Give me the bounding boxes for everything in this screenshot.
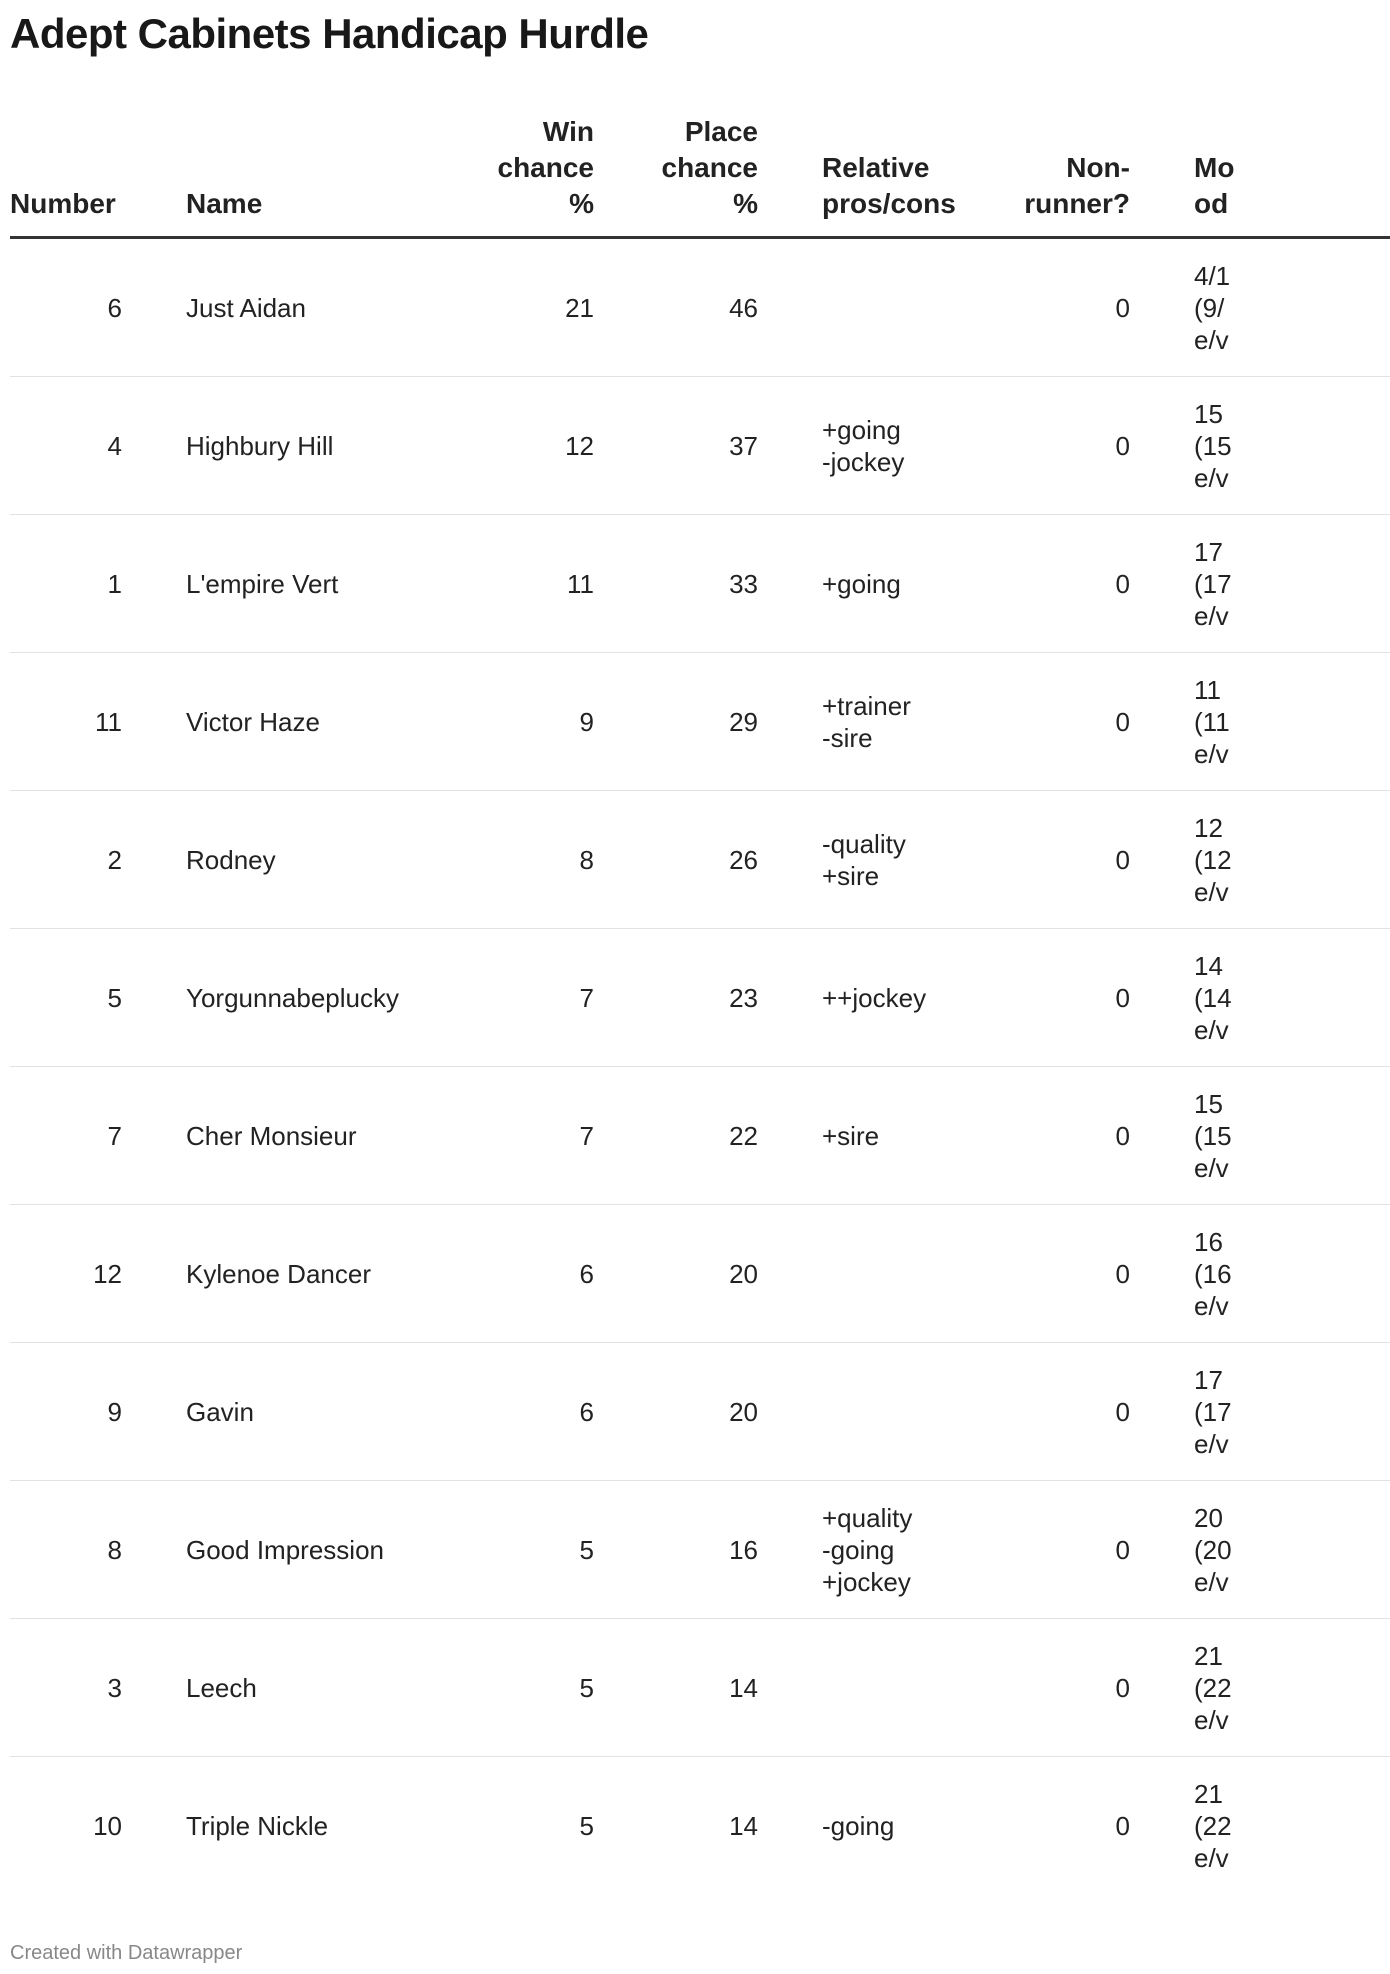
cell-spacer (758, 1067, 822, 1205)
cell-pros-cons: +quality -going +jockey (822, 1481, 1008, 1619)
cell-spacer (1130, 1757, 1194, 1895)
cell-place-chance: 37 (594, 377, 758, 515)
cell-number: 6 (10, 238, 122, 377)
cell-non-runner: 0 (1008, 1205, 1130, 1343)
table-row (10, 1343, 1390, 1481)
cell-spacer (758, 1205, 822, 1343)
cell-place-chance: 22 (594, 1067, 758, 1205)
cell-pros-cons: +sire (822, 1067, 1008, 1205)
cell-pros-cons (822, 1619, 1008, 1757)
table-row (10, 1067, 1390, 1205)
cell-pros-cons (822, 238, 1008, 377)
cell-place-chance: 16 (594, 1481, 758, 1619)
cell-place-chance: 20 (594, 1205, 758, 1343)
table-row (10, 791, 1390, 929)
cell-spacer (122, 1619, 186, 1757)
cell-number: 5 (10, 929, 122, 1067)
cell-pros-cons: +going -jockey (822, 377, 1008, 515)
table-container[interactable] (10, 100, 1235, 1894)
cell-spacer (1130, 377, 1194, 515)
cell-spacer (1130, 515, 1194, 653)
cell-name: Rodney (186, 791, 480, 929)
cell-odds: 15 (15 e/v (1194, 1067, 1390, 1205)
cell-place-chance: 14 (729, 1810, 758, 1841)
table-row (10, 1619, 1390, 1757)
cell-name: Just Aidan (186, 238, 480, 377)
cell-place-chance: 14 (594, 1619, 758, 1757)
cell-spacer (758, 515, 822, 653)
cell-win-chance: 6 (480, 1343, 594, 1481)
cell-win-chance: 5 (579, 1810, 594, 1841)
cell-odds: 21 (22 e/v (1194, 1619, 1390, 1757)
header-non-runner[interactable]: Non-runner? (1008, 100, 1130, 238)
cell-number: 7 (10, 1067, 122, 1205)
cell-odds: 15 (15 e/v (1194, 377, 1390, 515)
cell-odds: 17 (17 e/v (1194, 515, 1390, 653)
header-pros-cons[interactable]: Relative pros/cons (822, 100, 1008, 238)
cell-place-chance: 23 (594, 929, 758, 1067)
cell-place-chance: 26 (594, 791, 758, 929)
header-win-chance[interactable]: Win chance % (480, 100, 594, 238)
cell-spacer (1130, 1067, 1194, 1205)
cell-place-chance: 46 (594, 238, 758, 377)
cell-pros-cons: -quality +sire (822, 791, 1008, 929)
cell-spacer (122, 1067, 186, 1205)
cell-number: 2 (10, 791, 122, 929)
table-row (10, 1757, 1390, 1895)
cell-non-runner: 0 (1008, 515, 1130, 653)
cell-name: Yorgunnabeplucky (186, 929, 480, 1067)
cell-non-runner: 0 (1008, 929, 1130, 1067)
cell-spacer (1130, 238, 1194, 377)
cell-win-chance: 7 (480, 1067, 594, 1205)
table-row (10, 238, 1390, 377)
cell-name: Victor Haze (186, 653, 480, 791)
cell-spacer (758, 1481, 822, 1619)
cell-pros-cons: +trainer -sire (822, 653, 1008, 791)
cell-win-chance: 11 (480, 515, 594, 653)
cell-number: 9 (10, 1343, 122, 1481)
cell-non-runner: 0 (1115, 1810, 1130, 1841)
table-row (10, 377, 1390, 515)
cell-win-chance: 5 (480, 1619, 594, 1757)
cell-place-chance: 29 (594, 653, 758, 791)
cell-win-chance: 7 (480, 929, 594, 1067)
cell-spacer (122, 1205, 186, 1343)
cell-non-runner: 0 (1008, 1481, 1130, 1619)
cell-name: Highbury Hill (186, 377, 480, 515)
cell-spacer (758, 1757, 822, 1895)
chart-title: Adept Cabinets Handicap Hurdle (10, 10, 649, 57)
cell-win-chance: 12 (480, 377, 594, 515)
cell-pros-cons: +going (822, 515, 1008, 653)
cell-odds: 14 (14 e/v (1194, 929, 1390, 1067)
cell-odds: 17 (17 e/v (1194, 1343, 1390, 1481)
cell-name: Leech (186, 1619, 480, 1757)
cell-number: 8 (10, 1481, 122, 1619)
cell-spacer (1130, 1481, 1194, 1619)
cell-spacer (1130, 1205, 1194, 1343)
cell-spacer (122, 1757, 186, 1895)
cell-pros-cons (822, 1205, 1008, 1343)
cell-spacer (122, 1343, 186, 1481)
table-row (10, 653, 1390, 791)
cell-spacer (122, 929, 186, 1067)
cell-pros-cons (822, 1343, 1008, 1481)
cell-name: Triple Nickle (186, 1810, 329, 1841)
cell-pros-cons: ++jockey (822, 929, 1008, 1067)
cell-win-chance: 21 (480, 238, 594, 377)
cell-number: 11 (10, 653, 122, 791)
cell-place-chance: 20 (594, 1343, 758, 1481)
table-row (10, 1481, 1390, 1619)
cell-win-chance: 9 (480, 653, 594, 791)
cell-spacer (1130, 653, 1194, 791)
cell-spacer (122, 653, 186, 791)
table-row (10, 515, 1390, 653)
cell-non-runner: 0 (1008, 1343, 1130, 1481)
cell-place-chance: 33 (594, 515, 758, 653)
cell-spacer (758, 377, 822, 515)
cell-spacer (1130, 1343, 1194, 1481)
cell-name: Good Impression (186, 1481, 480, 1619)
table-row (10, 1205, 1390, 1343)
cell-odds: 16 (16 e/v (1194, 1205, 1390, 1343)
cell-number: 3 (10, 1619, 122, 1757)
cell-spacer (1130, 929, 1194, 1067)
cell-spacer (758, 238, 822, 377)
cell-number: 10 (93, 1810, 122, 1841)
cell-number: 12 (10, 1205, 122, 1343)
cell-name: Cher Monsieur (186, 1067, 480, 1205)
header-number[interactable]: Number (10, 100, 122, 238)
cell-odds: 12 (12 e/v (1194, 791, 1390, 929)
header-row (10, 100, 1390, 238)
cell-odds: 4/1 (9/ e/v (1194, 238, 1390, 377)
cell-pros-cons: -going (822, 1810, 895, 1841)
cell-odds: 11 (11 e/v (1194, 653, 1390, 791)
cell-non-runner: 0 (1008, 1067, 1130, 1205)
cell-name: L'empire Vert (186, 515, 480, 653)
cell-spacer (758, 929, 822, 1067)
cell-spacer (122, 1481, 186, 1619)
cell-spacer (758, 653, 822, 791)
footer-credit: Created with Datawrapper (10, 1942, 243, 1964)
cell-spacer (122, 377, 186, 515)
cell-number: 4 (10, 377, 122, 515)
cell-spacer (122, 791, 186, 929)
cell-non-runner: 0 (1008, 377, 1130, 515)
cell-spacer (122, 238, 186, 377)
cell-spacer (1130, 791, 1194, 929)
cell-non-runner: 0 (1008, 238, 1130, 377)
cell-spacer (1130, 1619, 1194, 1757)
cell-number: 1 (10, 515, 122, 653)
cell-non-runner: 0 (1008, 791, 1130, 929)
cell-win-chance: 8 (480, 791, 594, 929)
cell-name: Gavin (186, 1343, 480, 1481)
cell-non-runner: 0 (1008, 1619, 1130, 1757)
cell-win-chance: 6 (480, 1205, 594, 1343)
cell-spacer (758, 1619, 822, 1757)
cell-spacer (758, 791, 822, 929)
cell-odds: 21 (22 e/v (1194, 1778, 1232, 1873)
cell-name: Kylenoe Dancer (186, 1205, 480, 1343)
cell-spacer (122, 515, 186, 653)
cell-spacer (758, 1343, 822, 1481)
cell-non-runner: 0 (1008, 653, 1130, 791)
header-name[interactable]: Name (186, 100, 480, 238)
table-row (10, 929, 1390, 1067)
runners-table (10, 100, 1390, 1894)
header-odds[interactable]: Mo od (1194, 100, 1390, 238)
header-place-chance[interactable]: Place chance % (594, 100, 758, 238)
cell-odds: 20 (20 e/v (1194, 1481, 1390, 1619)
cell-win-chance: 5 (480, 1481, 594, 1619)
